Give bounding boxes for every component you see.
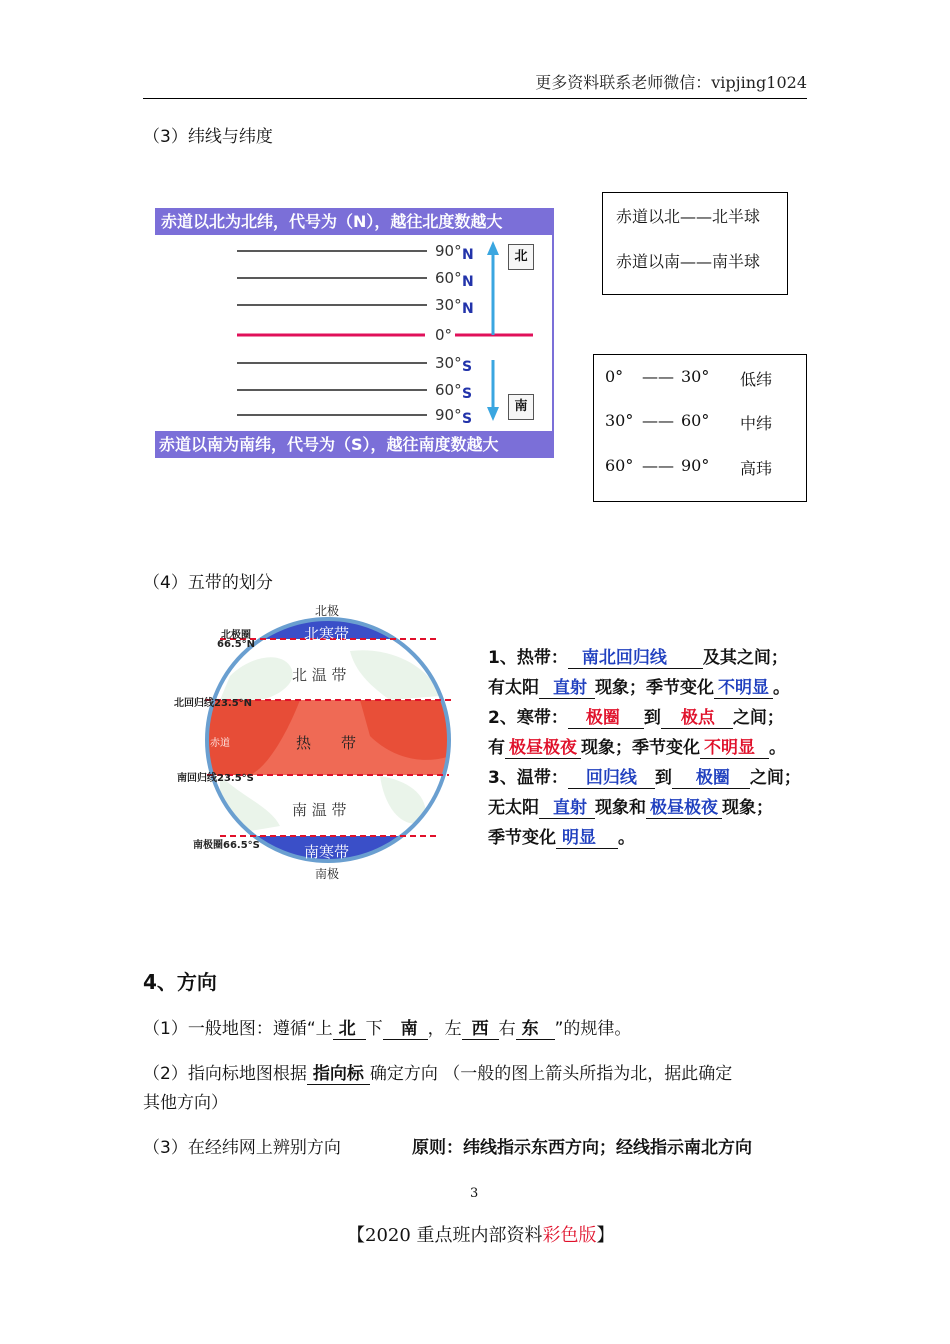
hemisphere-code-label: S (462, 359, 473, 375)
frigid-to-answer: 极点 (661, 708, 733, 729)
page-number: 3 (470, 1186, 479, 1201)
high-lat-to: 90° (681, 456, 710, 475)
high-lat-from: 60° (605, 456, 634, 475)
torrid-range-answer: 南北回归线 (568, 648, 703, 669)
north-pole-label: 北极 (315, 604, 340, 618)
hemisphere-box (602, 192, 788, 295)
latitude-degree-label: 60° (435, 269, 462, 287)
tropic-cancer-label: 北回归线23.5°N (174, 698, 253, 709)
south-frigid-label: 南寒带 (304, 843, 350, 861)
torrid-line-2: 有太阳 直射 现象；季节变化 不明显 。 (488, 678, 790, 698)
low-lat-name: 低纬 (740, 370, 773, 389)
temperate-to-answer: 极圈 (672, 768, 750, 789)
torrid-season-answer: 不明显 (714, 678, 773, 699)
north-arrow-icon (487, 241, 499, 255)
mid-lat-name: 中纬 (740, 414, 773, 433)
hemisphere-south-text: 赤道以南——南半球 (616, 252, 761, 271)
direction-heading: 4、方向 (143, 970, 217, 994)
hemisphere-code-label: S (462, 411, 473, 427)
temperate-line-3: 季节变化 明显 。 (488, 828, 635, 848)
low-lat-to: 30° (681, 367, 710, 386)
low-lat-from: 0° (605, 367, 624, 386)
north-label: 北 (508, 244, 534, 270)
low-lat-dash: —— (642, 367, 674, 386)
latitude-degree-label: 90° (435, 406, 462, 424)
frigid-from-answer: 极圈 (568, 708, 644, 729)
mid-lat-to: 60° (681, 411, 710, 430)
temperate-sun-answer: 直射 (539, 798, 595, 819)
temperate-from-answer: 回归线 (568, 768, 655, 789)
frigid-line-1: 2、寒带： 极圈 到 极点 之间； (488, 708, 784, 728)
latitude-diagram (155, 208, 554, 458)
frigid-line-2: 有 极昼极夜 现象；季节变化 不明显 。 (488, 738, 786, 758)
torrid-label: 热 带 (296, 734, 357, 752)
hemisphere-code-label: N (462, 274, 474, 290)
direction-para-2: （2）指向标地图根据 指向标 确定方向 （一般的图上箭头所指为北，据此确定 (143, 1064, 733, 1084)
mid-lat-dash: —— (642, 411, 674, 430)
direction-para-2-cont: 其他方向） (143, 1093, 228, 1113)
mid-lat-from: 30° (605, 411, 634, 430)
north-latitude-banner: 赤道以北为北纬，代号为（N），越往北度数越大 (155, 208, 552, 235)
north-temperate-label: 北 温 带 (292, 666, 347, 684)
footer-label: 【2020 重点班内部资料彩色版】 (347, 1225, 615, 1246)
compass-answer: 指向标 (307, 1064, 370, 1085)
temperate-line-2: 无太阳 直射 现象和 极昼极夜 现象； (488, 798, 773, 818)
down-south-answer: 南 (383, 1019, 428, 1040)
latitude-zone-box (593, 354, 807, 502)
header-contact: 更多资料联系老师微信：vipjing1024 (535, 73, 807, 92)
arctic-circle-degree: 66.5°N (217, 639, 256, 650)
south-pole-label: 南极 (315, 867, 340, 881)
section-title-five-zones: （4）五带的划分 (143, 573, 273, 593)
latitude-degree-label: 30° (435, 354, 462, 372)
hemisphere-code-label: S (462, 386, 473, 402)
antarctic-circle-label: 南极圈66.5°S (193, 840, 260, 851)
temperate-polar-answer: 极昼极夜 (646, 798, 722, 819)
temperate-line-1: 3、温带： 回归线 到 极圈 之间； (488, 768, 801, 788)
south-label: 南 (508, 394, 534, 420)
latitude-lines (155, 235, 552, 432)
temperate-season-answer: 明显 (556, 828, 618, 849)
direction-principle: 原则：纬线指示东西方向；经线指示南北方向 (412, 1138, 752, 1158)
torrid-line-1: 1、热带： 南北回归线 及其之间； (488, 648, 788, 668)
right-east-answer: 东 (516, 1019, 555, 1040)
south-temperate-label: 南 温 带 (292, 801, 347, 819)
frigid-season-answer: 不明显 (700, 738, 769, 759)
latitude-degree-label: 60° (435, 381, 462, 399)
south-latitude-banner: 赤道以南为南纬，代号为（S），越往南度数越大 (155, 431, 552, 458)
frigid-polar-answer: 极昼极夜 (505, 738, 581, 759)
footer-color-edition: 彩色版 (542, 1225, 597, 1246)
high-lat-dash: —— (642, 456, 674, 475)
north-frigid-label: 北寒带 (304, 625, 350, 643)
section-title-latitude: （3）纬线与纬度 (143, 127, 273, 147)
latitude-degree-label: 0° (435, 326, 453, 344)
high-lat-name: 高玮 (740, 459, 773, 478)
latitude-degree-label: 30° (435, 296, 462, 314)
left-west-answer: 西 (462, 1019, 499, 1040)
equator-label: 赤道 (210, 738, 230, 749)
five-zones-globe (160, 596, 460, 886)
up-north-answer: 北 (333, 1019, 366, 1040)
hemisphere-code-label: N (462, 247, 474, 263)
hemisphere-north-text: 赤道以北——北半球 (616, 207, 761, 226)
latitude-degree-label: 90° (435, 242, 462, 260)
arctic-circle-label: 北极圈 (221, 630, 251, 641)
tropic-capricorn-label: 南回归线23.5°S (177, 773, 254, 784)
torrid-sun-answer: 直射 (539, 678, 595, 699)
direction-para-1: （1）一般地图：遵循“上 北 下 南 ，左 西 右 东 ”的规律。 (143, 1019, 632, 1039)
five-zones-text (488, 643, 801, 853)
south-arrow-icon (487, 407, 499, 421)
header-divider (143, 98, 807, 99)
direction-para-3: （3）在经纬网上辨别方向 (143, 1138, 341, 1158)
hemisphere-code-label: N (462, 301, 474, 317)
